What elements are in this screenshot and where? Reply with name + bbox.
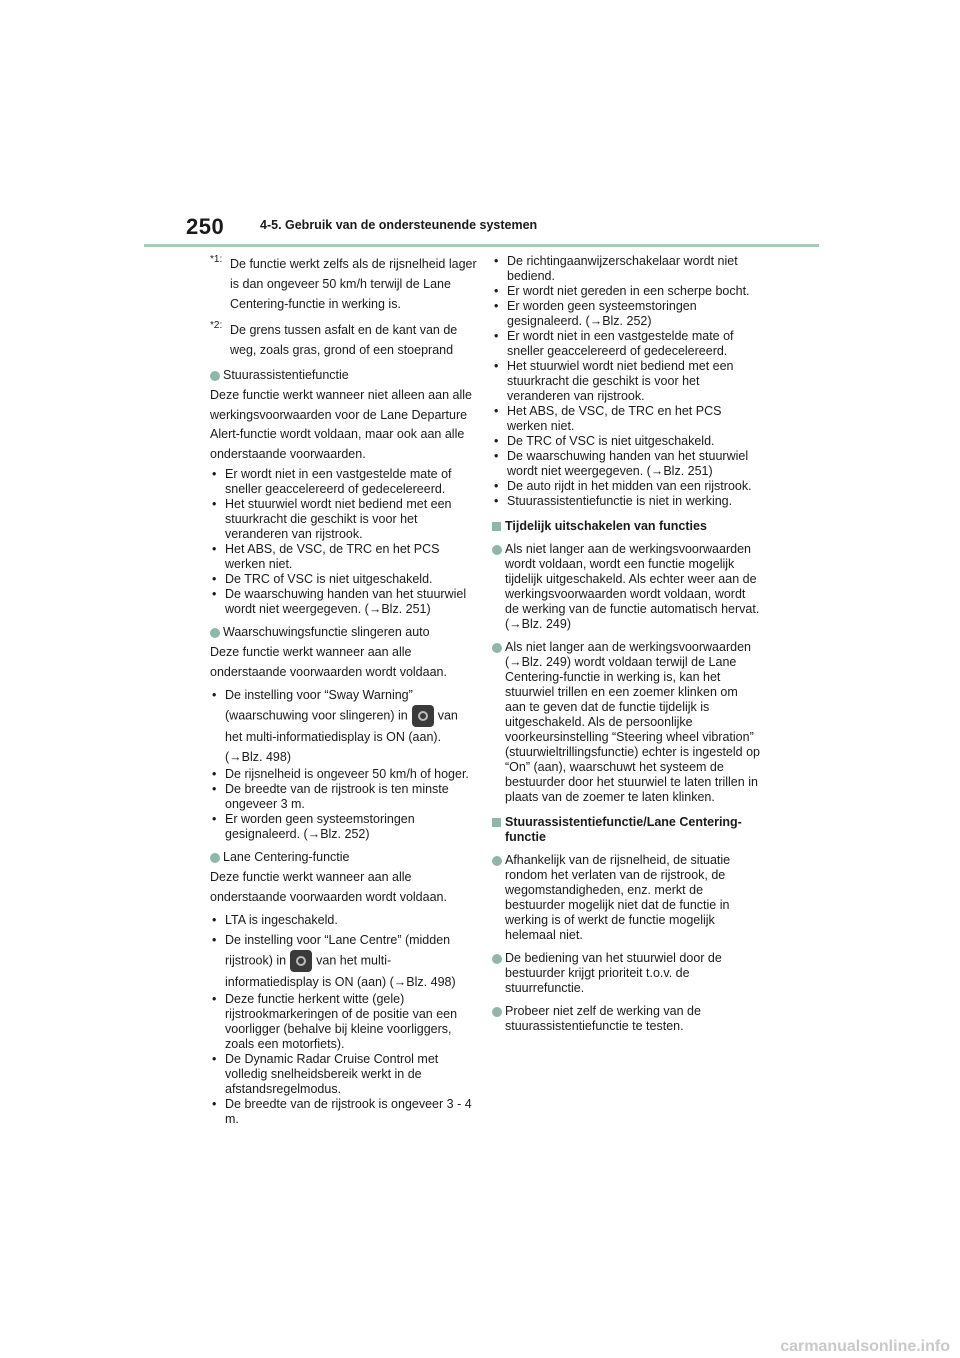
list-item: • Het stuurwiel wordt niet bediend met een stuurkracht die geschikt is voor het veranderen van rijstrook. bbox=[210, 497, 478, 542]
paragraph: Deze functie werkt wanneer aan alle onderstaande voorwaarden wordt voldaan. bbox=[210, 645, 447, 679]
left-column bbox=[210, 254, 478, 1127]
circle-bullet-icon bbox=[492, 1007, 502, 1017]
list-item: • Er wordt niet gereden in een scherpe bocht. bbox=[492, 284, 760, 299]
section-heading bbox=[210, 850, 478, 865]
circle-bullet-icon bbox=[492, 856, 502, 866]
list-item: • Deze functie herkent witte (gele) rijstrookmarkeringen of de positie van een voorligger (behalve bij kleine voorliggers, zoals een motorfiets). bbox=[210, 992, 478, 1052]
heading-text: Stuurassistentiefunctie bbox=[223, 368, 349, 382]
list-item: • Er worden geen systeemstoringen gesignaleerd. (→Blz. 252) bbox=[492, 299, 760, 329]
list-item: • De breedte van de rijstrook is ongeveer 3 - 4 m. bbox=[210, 1097, 478, 1127]
list-item: • De richtingaanwijzerschakelaar wordt niet bediend. bbox=[492, 254, 760, 284]
footnote-2 bbox=[210, 320, 478, 360]
circle-bullet-icon bbox=[210, 371, 220, 381]
list-item: • De waarschuwing handen van het stuurwiel wordt niet weergegeven. (→Blz. 251) bbox=[492, 449, 760, 479]
list-item bbox=[210, 685, 478, 767]
note-text: Afhankelijk van de rijsnelheid, de situatie rondom het verlaten van de rijstrook, de wegomstandigheden, enz. merkt de bestuurder mogelijk niet dat de functie in werking is of werkt de functie mogelijk helemaal niet. bbox=[505, 853, 731, 942]
footnote-text: De functie werkt zelfs als de rijsnelheid lager is dan ongeveer 50 km/h terwijl de Lane Centering-functie in werking is. bbox=[230, 257, 477, 311]
square-bullet-icon bbox=[492, 818, 501, 827]
circle-bullet-icon bbox=[210, 853, 220, 863]
paragraph: Deze functie werkt wanneer aan alle onderstaande voorwaarden wordt voldaan. bbox=[210, 870, 447, 904]
settings-gear-icon bbox=[412, 705, 434, 727]
note-item bbox=[492, 640, 760, 805]
list-item: • De Dynamic Radar Cruise Control met volledig snelheidsbereik werkt in de afstandsregelmodus. bbox=[210, 1052, 478, 1097]
heading-text: Stuurassistentiefunctie/Lane Centering-functie bbox=[505, 815, 742, 844]
list-item: • De auto rijdt in het midden van een rijstrook. bbox=[492, 479, 760, 494]
watermark: carmanualsonline.info bbox=[780, 1338, 950, 1355]
list-item: • De TRC of VSC is niet uitgeschakeld. bbox=[210, 572, 478, 587]
page-number: 250 bbox=[186, 214, 225, 239]
note-text: Als niet langer aan de werkingsvoorwaarden wordt voldaan, wordt een functie mogelijk tijdelijk uitgeschakeld. Als echter weer aan de werkingsvoorwaarden wordt voldaan, wordt de werking van de functie automatisch hervat. (→Blz. 249) bbox=[505, 542, 760, 631]
list-item: • LTA is ingeschakeld. bbox=[210, 910, 478, 930]
note-text: De bediening van het stuurwiel door de bestuurder krijgt prioriteit t.o.v. de stuurrefunctie. bbox=[505, 951, 722, 995]
footnote-mark: *1: bbox=[210, 254, 223, 265]
list-text: van het multi-informatiedisplay is ON (aan). (→Blz. 498) bbox=[225, 708, 458, 764]
circle-bullet-icon bbox=[210, 628, 220, 638]
list-item: • Het ABS, de VSC, de TRC en het PCS werken niet. bbox=[210, 542, 478, 572]
list-item: • Stuurassistentiefunctie is niet in werking. bbox=[492, 494, 760, 509]
list-text: De instelling voor “Sway Warning” (waarschuwing voor slingeren) in bbox=[225, 688, 413, 723]
list-item: • Er worden geen systeemstoringen gesignaleerd. (→Blz. 252) bbox=[210, 812, 478, 842]
right-column bbox=[492, 254, 760, 1037]
circle-bullet-icon bbox=[492, 643, 502, 653]
subsection-heading bbox=[492, 815, 760, 845]
list-item: • De breedte van de rijstrook is ten minste ongeveer 3 m. bbox=[210, 782, 478, 812]
header-divider bbox=[144, 244, 819, 247]
square-bullet-icon bbox=[492, 522, 501, 531]
list-item: • De waarschuwing handen van het stuurwiel wordt niet weergegeven. (→Blz. 251) bbox=[210, 587, 478, 617]
subsection-heading bbox=[492, 519, 760, 534]
list-item: • Het stuurwiel wordt niet bediend met een stuurkracht die geschikt is voor het veranderen van rijstrook. bbox=[492, 359, 760, 404]
list-item: • De TRC of VSC is niet uitgeschakeld. bbox=[492, 434, 760, 449]
list-item: • Het ABS, de VSC, de TRC en het PCS werken niet. bbox=[492, 404, 760, 434]
circle-bullet-icon bbox=[492, 954, 502, 964]
note-item bbox=[492, 951, 760, 996]
note-item bbox=[492, 853, 760, 943]
note-item bbox=[492, 542, 760, 632]
list-item: • Er wordt niet in een vastgestelde mate of sneller geaccelereerd of gedecelereerd. bbox=[492, 329, 760, 359]
section-heading bbox=[210, 625, 478, 640]
section-title: 4-5. Gebruik van de ondersteunende systemen bbox=[260, 218, 538, 232]
list-text: De instelling voor “Lane Centre” (midden rijstrook) in bbox=[225, 933, 451, 968]
note-text: Probeer niet zelf de werking van de stuurassistentiefunctie te testen. bbox=[505, 1004, 701, 1033]
circle-bullet-icon bbox=[492, 545, 502, 555]
list-item bbox=[210, 930, 478, 992]
heading-text: Lane Centering-functie bbox=[223, 850, 350, 864]
note-item bbox=[492, 1004, 760, 1034]
heading-text: Waarschuwingsfunctie slingeren auto bbox=[223, 625, 430, 639]
heading-text: Tijdelijk uitschakelen van functies bbox=[505, 519, 707, 533]
section-heading bbox=[210, 368, 478, 383]
settings-gear-icon bbox=[290, 950, 312, 972]
footnote-text: De grens tussen asfalt en de kant van de weg, zoals gras, grond of een stoeprand bbox=[230, 323, 458, 357]
note-text: Als niet langer aan de werkingsvoorwaarden (→Blz. 249) wordt voldaan terwijl de Lane Centering-functie in werking is, kan het stuurwiel trillen en een zoemer klinken om aan te geven dat de functie tijdelijk is uitgeschakeld. Als de persoonlijke voorkeursinstelling “Steering wheel vibration” (stuurwieltrillingsfunctie) echter is ingesteld op “On” (aan), waarschuwt het systeem de bestuurder door het stuurwiel te laten trillen in plaats van de zoemer te laten klinken. bbox=[505, 640, 760, 804]
list-text: van het multi-informatiedisplay is ON (aan) (→Blz. 498) bbox=[225, 953, 456, 989]
paragraph: Deze functie werkt wanneer niet alleen aan alle werkingsvoorwaarden voor de Lane Departure Alert-functie wordt voldaan, maar ook aan alle onderstaande voorwaarden. bbox=[210, 388, 472, 461]
list-item: • De rijsnelheid is ongeveer 50 km/h of hoger. bbox=[210, 767, 478, 782]
list-item: • Er wordt niet in een vastgestelde mate of sneller geaccelereerd of gedecelereerd. bbox=[210, 467, 478, 497]
footnote-1 bbox=[210, 254, 478, 314]
footnote-mark: *2: bbox=[210, 320, 223, 331]
